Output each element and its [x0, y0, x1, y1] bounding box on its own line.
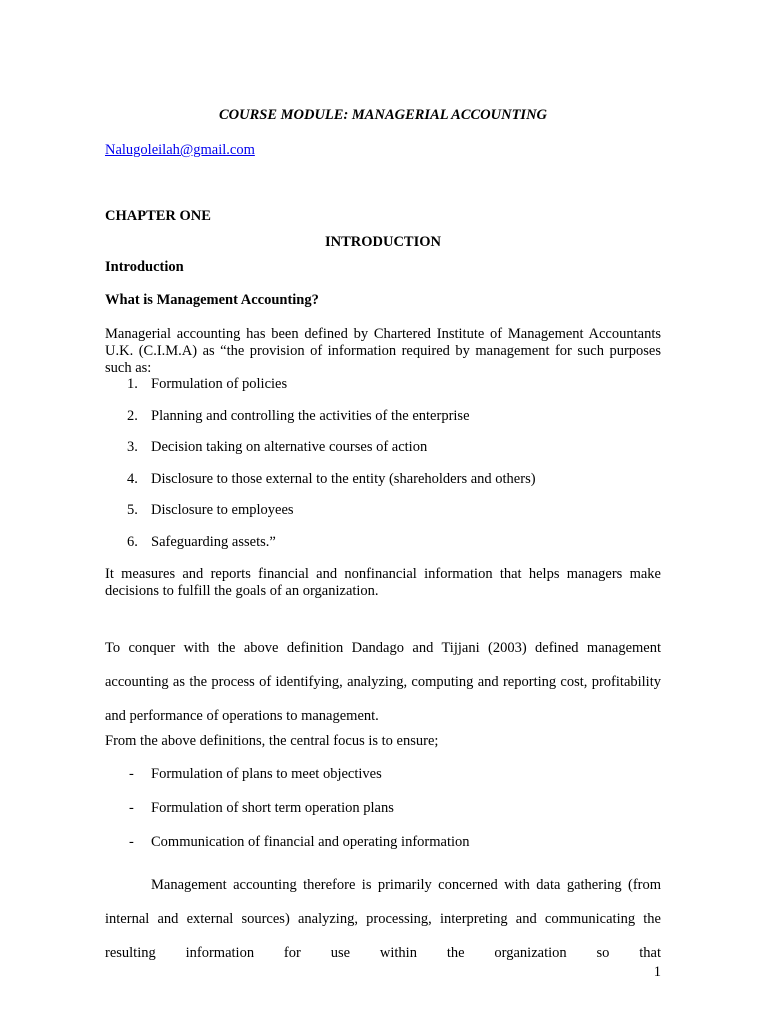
list-number: 3. — [127, 439, 138, 456]
purposes-list — [105, 376, 661, 566]
list-number: 6. — [127, 533, 138, 550]
definition-paragraph: Managerial accounting has been defined by Chartered Institute of Management Accountants U.K. (C.I.M.A) as “the provision of information required by management for such purposes such as: — [105, 326, 661, 376]
list-number: 2. — [127, 407, 138, 424]
list-item-text: Disclosure to those external to the entity (shareholders and others) — [151, 470, 536, 487]
list-item — [105, 766, 661, 800]
list-item-text: Safeguarding assets.” — [151, 533, 276, 550]
list-number: 1. — [127, 376, 138, 392]
measures-paragraph: It measures and reports financial and nonfinancial information that helps managers make decisions to fulfill the goals of an organization. — [105, 566, 661, 599]
list-item — [105, 834, 661, 868]
management-accounting-paragraph: Management accounting therefore is primarily concerned with data gathering (from internal and external sources) analyzing, processing, interpreting and communicating the resulting information for use within the organization so that — [105, 877, 661, 961]
focus-lead-in: From the above definitions, the central focus is to ensure; — [105, 733, 439, 749]
list-number: 5. — [127, 502, 138, 519]
list-item-text: Planning and controlling the activities of the enterprise — [151, 407, 470, 424]
list-item-text: Decision taking on alternative courses of action — [151, 439, 428, 456]
list-dash: - — [129, 834, 134, 850]
page-number: 1 — [653, 964, 661, 980]
list-dash: - — [129, 766, 134, 782]
dandago-paragraph: To conquer with the above definition Dandago and Tijjani (2003) defined management accounting as the process of identifying, analyzing, computing and reporting cost, profitability and performance of operations to management. — [105, 640, 661, 724]
list-item-text: Formulation of short term operation plans — [151, 800, 394, 816]
list-item — [105, 439, 661, 471]
list-item-text: Disclosure to employees — [151, 502, 294, 519]
list-item — [105, 800, 661, 834]
list-item — [105, 502, 661, 534]
list-dash: - — [129, 800, 134, 816]
chapter-label: CHAPTER ONE — [105, 208, 211, 224]
email-link[interactable]: Nalugoleilah@gmail.com — [105, 142, 255, 158]
question-heading: What is Management Accounting? — [105, 292, 319, 308]
list-item — [105, 376, 661, 408]
list-number: 4. — [127, 470, 138, 487]
list-item — [105, 534, 661, 566]
section-heading: Introduction — [105, 259, 184, 275]
chapter-heading: INTRODUCTION — [324, 234, 441, 250]
list-item — [105, 471, 661, 503]
list-item-text: Formulation of plans to meet objectives — [151, 766, 382, 782]
list-item-text: Formulation of policies — [151, 376, 288, 392]
list-item — [105, 408, 661, 440]
list-item-text: Communication of financial and operating information — [151, 834, 470, 850]
document-title: COURSE MODULE: MANAGERIAL ACCOUNTING — [218, 107, 548, 123]
focus-list — [105, 766, 661, 868]
